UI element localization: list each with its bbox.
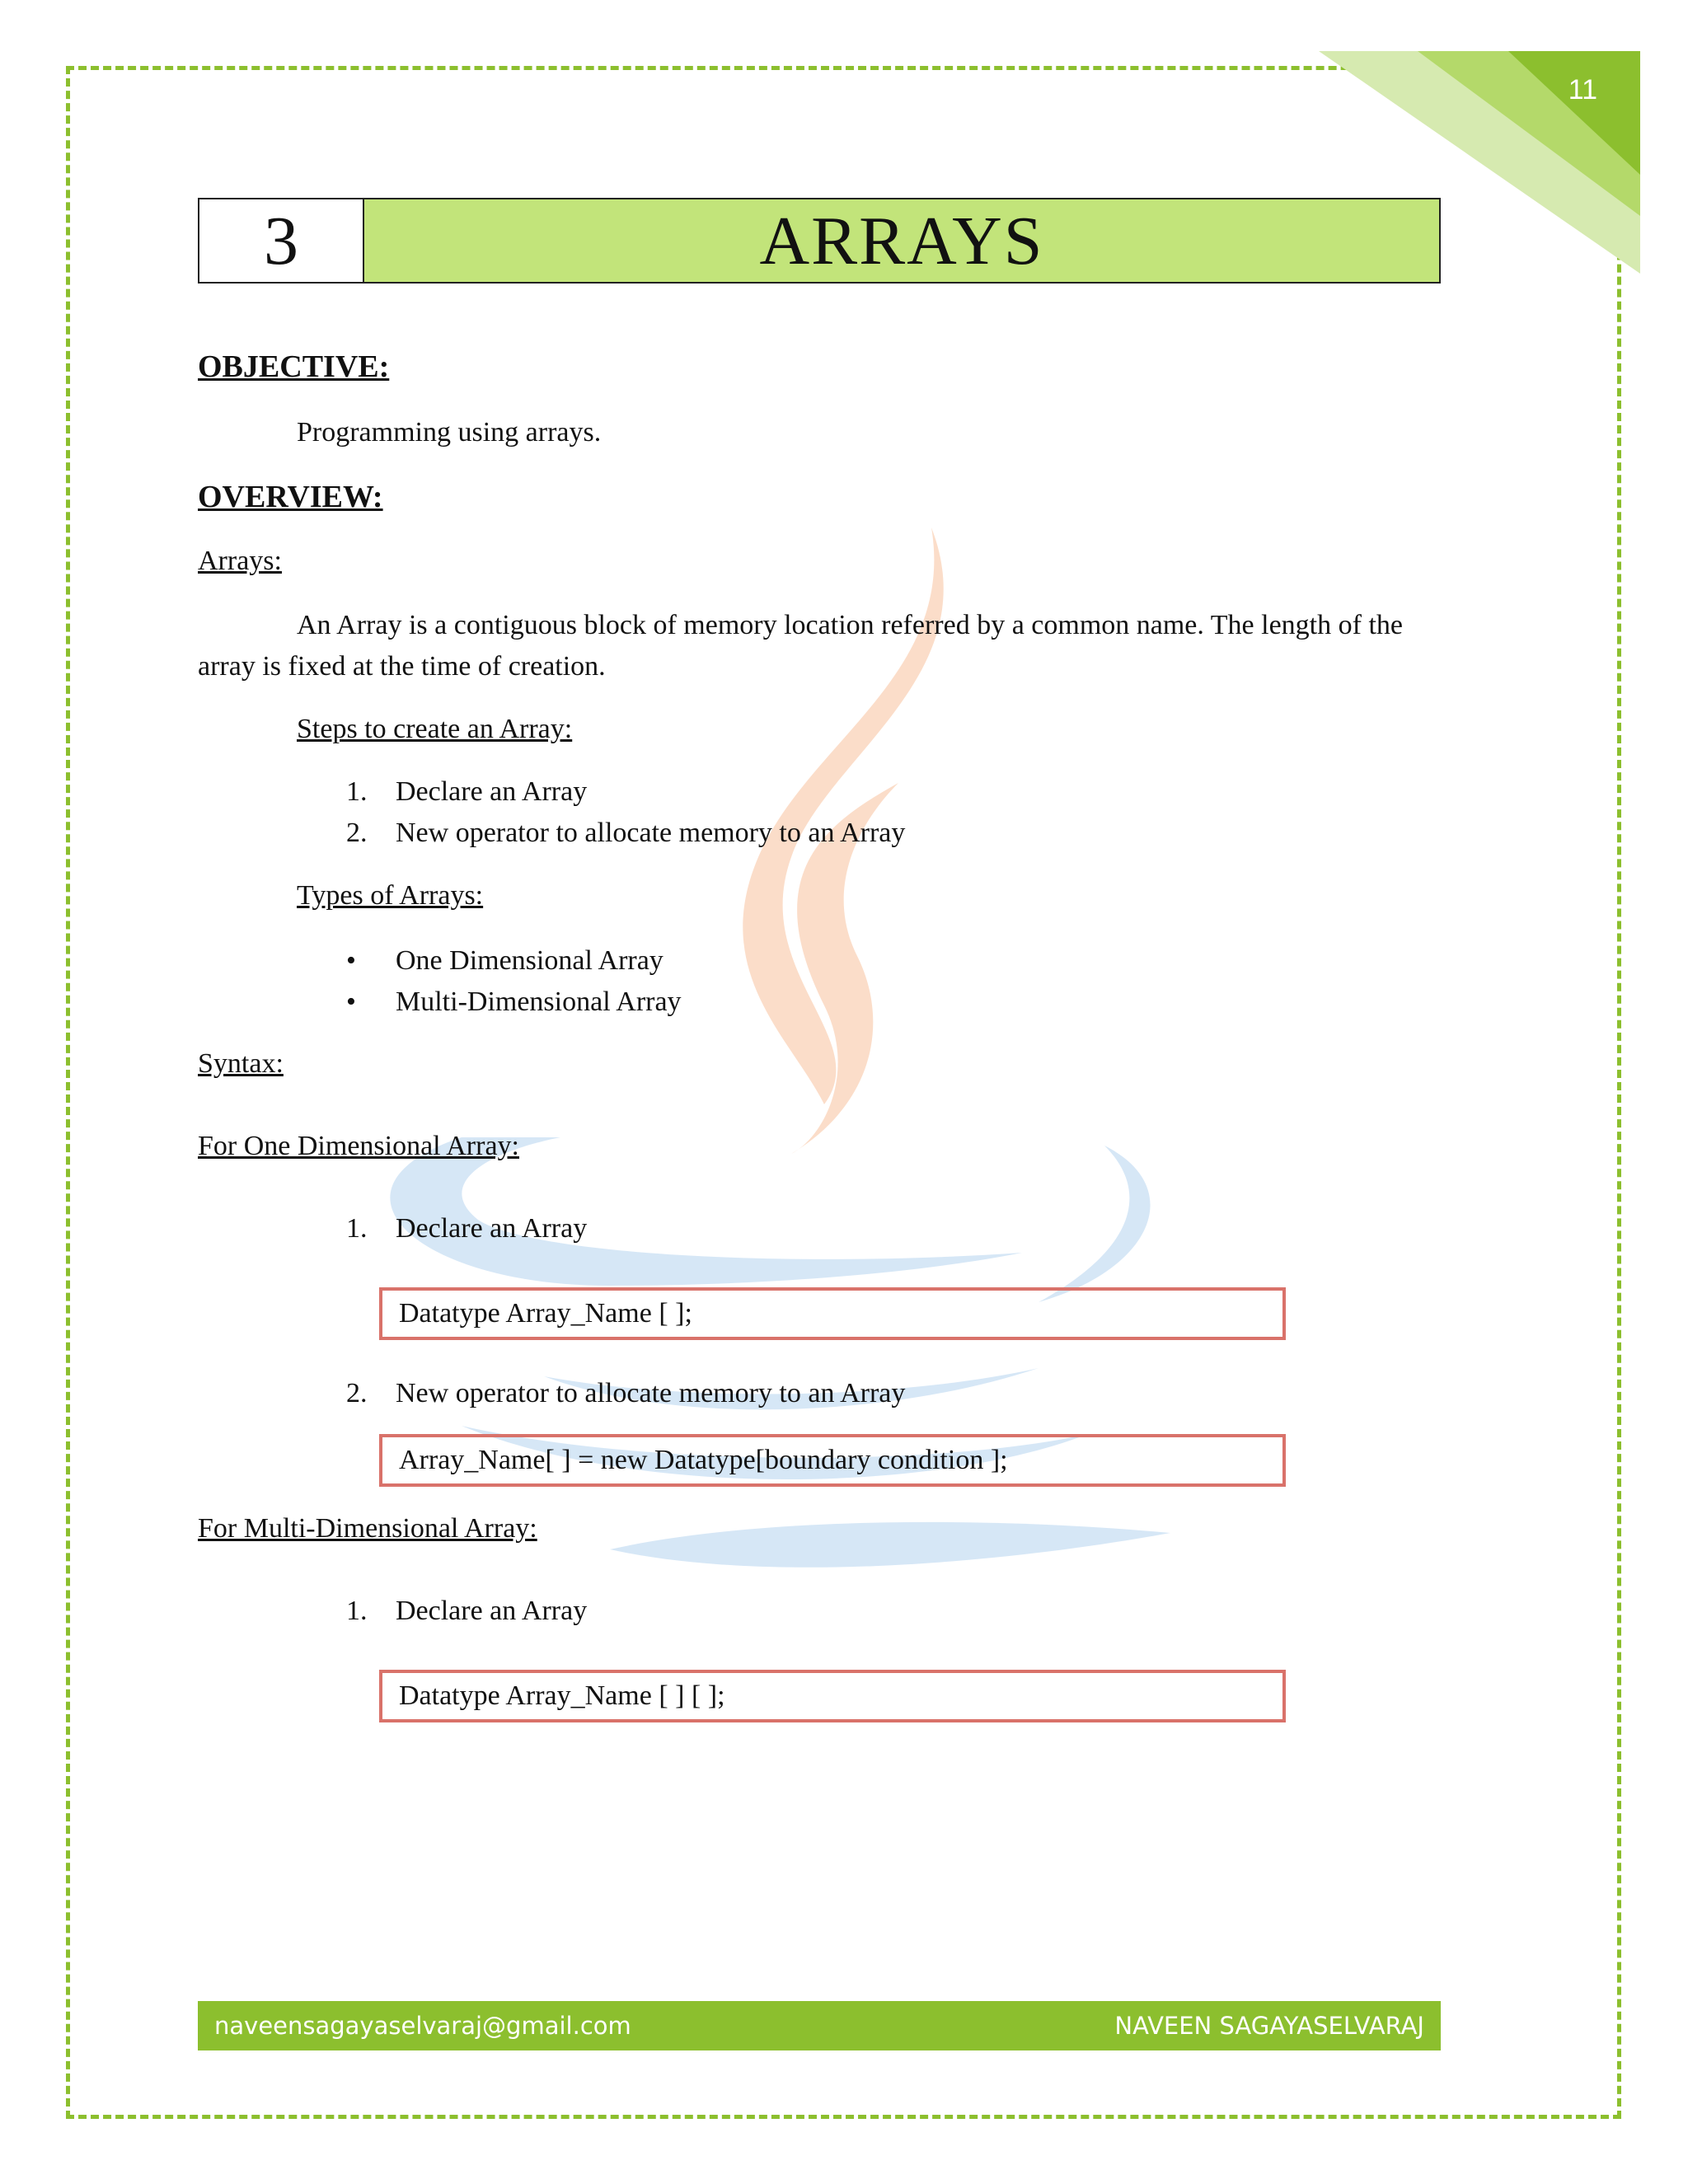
chapter-header [198, 198, 1441, 284]
one-dim-steps-2 [198, 1373, 1441, 1414]
main-content [198, 346, 1441, 1722]
page-number: 11 [1568, 74, 1597, 105]
list-item: 1. Declare an Array [346, 1596, 588, 1626]
code-box: Datatype Array_Name [ ]; [379, 1287, 1286, 1340]
code-box: Datatype Array_Name [ ] [ ]; [379, 1670, 1286, 1722]
arrays-label: Arrays: [198, 546, 282, 576]
list-item: 2. New operator to allocate memory to an Array [346, 818, 906, 848]
multi-dim-label: For Multi-Dimensional Array: [198, 1513, 537, 1544]
code-box: Array_Name[ ] = new Datatype[boundary condition ]; [379, 1434, 1286, 1487]
one-dim-label: For One Dimensional Array: [198, 1131, 519, 1161]
list-item: 1. Declare an Array [346, 1213, 588, 1244]
objective-heading: OBJECTIVE: [198, 349, 390, 384]
one-dim-steps [198, 1208, 1441, 1249]
types-list [198, 940, 1441, 1022]
chapter-title: ARRAYS [364, 199, 1439, 282]
syntax-label: Syntax: [198, 1048, 284, 1079]
footer-author: NAVEEN SAGAYASELVARAJ [1114, 2012, 1424, 2040]
steps-list [198, 771, 1441, 854]
steps-label: Steps to create an Array: [297, 714, 573, 744]
multi-dim-steps [198, 1591, 1441, 1632]
overview-heading: OVERVIEW: [198, 480, 383, 514]
list-item: 2. New operator to allocate memory to an Array [346, 1378, 906, 1408]
list-item: • Multi-Dimensional Array [346, 987, 682, 1017]
objective-text: Programming using arrays. [297, 417, 602, 448]
list-item: 1. Declare an Array [346, 776, 588, 807]
types-label: Types of Arrays: [297, 880, 484, 911]
footer-bar [198, 2001, 1441, 2050]
arrays-definition: An Array is a contiguous block of memory location referred by a common name. The length of the array is fixed at the time of creation. [198, 610, 1403, 682]
chapter-number: 3 [199, 199, 364, 282]
footer-email: naveensagayaselvaraj@gmail.com [214, 2012, 631, 2040]
list-item: • One Dimensional Array [346, 945, 663, 976]
